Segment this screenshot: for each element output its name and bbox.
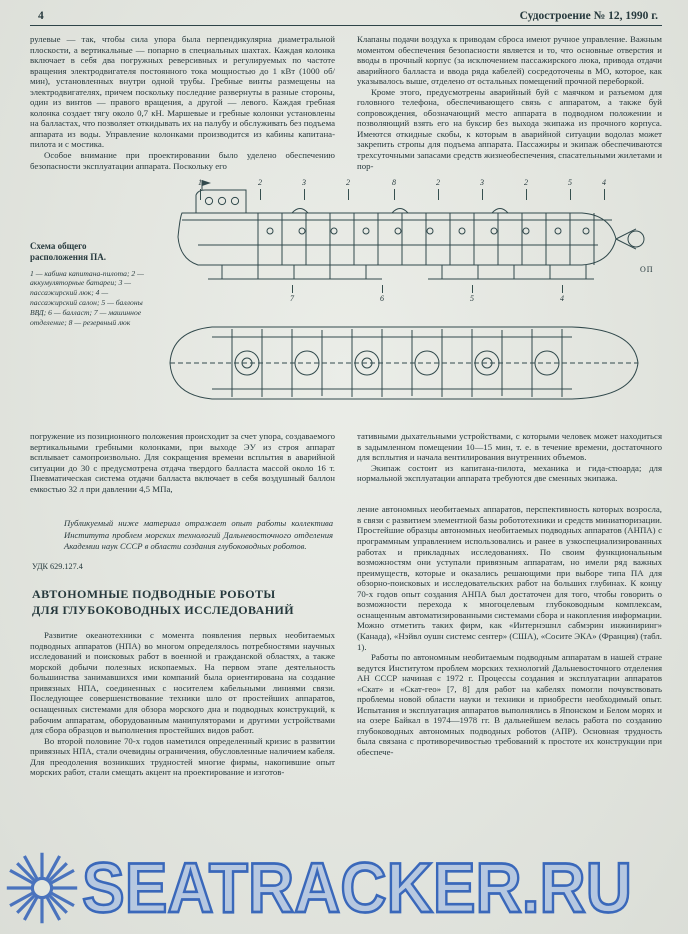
submarine-diagram: [142, 179, 662, 429]
article-title-line2: ДЛЯ ГЛУБОКОВОДНЫХ ИССЛЕДОВАНИЙ: [32, 602, 294, 617]
paragraph: Кроме этого, предусмотрены аварийный буй с маячком и разъемом для головного телефона, обеспечивающего связь с аппаратом, а также буй сопровождения, обозначающий место аппарата в подводном положении и позволяющий взять его на буксир без выхода экипажа из прочного корпуса. Имеются откидные скобы, к которым в аварийной ситуации водолаз может закрепить стропы для подъема аппарата. Пассажиры и экипаж обеспечиваются трехсуточными запасами средств жизнеобеспечения, спасательными жилетами и пор-: [357, 86, 662, 171]
paragraph: Особое внимание при проектировании было уделено обеспечению безопасности эксплуатации аппарата. Поскольку его: [30, 150, 335, 171]
callout: 4: [557, 285, 567, 303]
plan-view: [170, 327, 638, 399]
paragraph: ление автономных необитаемых аппаратов, перспективность которых возросла, в связи с развитием элементной базы робототехники и средств миниатюризации. Простейшие образцы автономных необитаемых подводных аппаратов (АНПА) с программным управлением использовались и ранее в узкоспециализированных работах и прикладных исследованиях. По своим функциональным возможностям они уступали привязным аппаратам, но имели ряд важных преимуществ, которые и оказались решающими при выборе типа ПА для обзорно-поисковых и исследовательских работ на больших глубинах. К концу 70-х годов опыт создания АНПА был достаточен для того, чтобы говорить о возможности перехода к многоцелевым глубоководным комплексам, оснащенным автоматизированными системами сбора и накопления информации. Можно отметить таких фирм, как «Интернэшнл сабмэрин инжиниринг» (Канада), «Нэйвл оушн системс сентер» (США), «Сосите ЭКА» (Франция) (табл. 1).: [357, 504, 662, 652]
figure-general-arrangement: [30, 177, 662, 429]
article-right-column: [357, 504, 662, 777]
mid-left-column: [30, 431, 335, 494]
paragraph: Клапаны подачи воздуха к приводам сброса имеют ручное управление. Важным моментом обеспечения безопасности является и то, что основные отверстия и вводы в прочный корпус (за исключением пассажирского люка, привода отдачи аварийного балласта и ввода ряда кабелей) сосредоточены в МО, которое, как указывалось выше, отделено от остальных помещений прочной переборкой.: [357, 34, 662, 87]
paragraph: Во второй половине 70-х годов наметился определенный кризис в развитии привязных НПА, стали очевидны ограничения, обусловленные наличием кабеля. Для преодоления возникших трудностей многие фирмы, накопившие опыт морских работ, стали смещать акцент на проектирование и изготов-: [30, 735, 335, 778]
callout: 2: [255, 179, 265, 200]
watermark-text: SEATRACKER.RU: [82, 848, 632, 928]
callout: 7: [287, 285, 297, 303]
callout: 4: [599, 179, 609, 200]
callout: 2: [343, 179, 353, 200]
callout: 6: [377, 285, 387, 303]
callout: 8: [389, 179, 399, 200]
paragraph: Работы по автономным необитаемым подводным аппаратам в нашей стране ведутся Институтом проблем морских технологий Дальневосточного отделения АН СССР начиная с 1972 г. Процессы создания и эксплуатации аппаратов «Скат» и «Скат-гео» [7, 8] для работ на кабелях помогли почувствовать проблемы новой области науки и техники и приобрести необходимый опыт. Испытания и эксплуатация аппаратов выполнялись в Японском и Белом морях и на озере Байкал в 1974—1978 гг. В дальнейшем велась работа по созданию глубоководных автономных подводных роботов (АПР). Основная трудность была связана с противоречивостью требований к простоте их конструкции при обеспече-: [357, 652, 662, 757]
callout: 5: [467, 285, 477, 303]
paragraph: Экипаж состоит из капитана-пилота, механика и гида-стюарда; для нормальной эксплуатации аппарата требуются две сменных экипажа.: [357, 462, 662, 484]
figure-caption-title: Схема общего расположения ПА.: [30, 241, 107, 263]
paragraph: погружение из позиционного положения происходит за счет упора, создаваемого вертикальными гребными колонками, при выходе ЭУ из строя аппарат всплывает самопроизвольно. Для сокращения времени всплытия в аварийной ситуации до 30 с предусмотрена отдача твердого балласта массой около 16 т. Пневматическая система отдачи балласта включает в себя воздушный баллон емкостью 32 л при давлении 4,5 МПа,: [30, 431, 335, 494]
submarine-drawing: [142, 179, 662, 429]
page-header: [30, 8, 662, 25]
article-title: [32, 586, 335, 618]
callout: 3: [477, 179, 487, 200]
callout: 2: [521, 179, 531, 200]
callout: 1: [195, 179, 205, 200]
figure-caption-legend: 1 — кабина капитана-пилота; 2 — аккумуляторные батареи; 3 — пассажирский люк; 4 — пассажирский салон; 5 — баллоны ВВД; 6 — балласт; 7 — машинное отделение; 8 — резервный люк: [30, 268, 144, 327]
article-left-column: [30, 504, 335, 777]
paragraph: рулевые — так, чтобы сила упора была перпендикулярна диаметральной плоскости, а вертикальные — попарно в специальных шахтах. Каждая колонка включает в себя два погружных реверсивных и регулируемых по частоте вращения электродвигателя постоянного тока мощностью до 1 кВт (1000 об/мин), установленных внутри одной трубы. Гребные винты размещены на электродвигателях, причем поскольку последние развернуты в разные стороны, один из винтов — правого вращения, а другой — левого. Каждая гребная колонка создает тягу около 0,7 кН. Маршевые и гребные колонки установлены на балластах, что позволяет откидывать их на палубу и обслуживать без подъема аппарата из воды. Управление колонками производится из кабины капитана-пилота и с мостика.: [30, 34, 335, 150]
mid-right-column: [357, 431, 662, 494]
top-section: [30, 34, 662, 171]
journal-title: Судостроение № 12, 1990 г.: [519, 10, 658, 22]
callout: 3: [299, 179, 309, 200]
top-right-column: [357, 34, 662, 171]
article-title-line1: АВТОНОМНЫЕ ПОДВОДНЫЕ РОБОТЫ: [32, 586, 276, 601]
page-number: 4: [38, 10, 44, 22]
top-left-column: [30, 34, 335, 171]
udk-code: УДК 629.127.4: [32, 561, 83, 571]
editorial-note: Публикуемый ниже материал отражает опыт работы коллектива Института проблем морских технологий Дальневосточного отделения Академии наук СССР в области создания глубоководных роботов.: [64, 518, 333, 551]
callout: 5: [565, 179, 575, 200]
figure-side-label: ОП: [640, 265, 654, 275]
figure-caption: [30, 241, 146, 328]
paragraph: Развитие океанотехники с момента появления первых необитаемых подводных аппаратов (НПА) во многом определялось потребностями научных исследований и поисковых работ в военной и гражданской областях, а также морской добычи полезных ископаемых. На первом этапе деятельность большинства занимавшихся ими компаний была ориентирована на создание привязных НПА, соединенных с носителем кабельными линиями связи. Последующее совершенствование техники шло от простейших аппаратов, оснащенных системами для обзора морского дна и подводных конструкций, к рабочим аппаратам, оборудованным манипуляторами и другими устройствами для сбора образцов и выполнения простейших видов работ.: [30, 630, 335, 736]
mid-section: [30, 431, 662, 494]
starburst-icon: [2, 848, 82, 928]
header-rule: [30, 25, 662, 26]
article-section: [30, 504, 662, 777]
watermark: [0, 844, 688, 932]
callout: 2: [433, 179, 443, 200]
paragraph: тативными дыхательными устройствами, с которыми человек может находиться в задымленном помещении 10—15 мин, т. е. в течение времени, достаточного для всплытия и начала вентилирования внутренних объемов.: [357, 431, 662, 463]
